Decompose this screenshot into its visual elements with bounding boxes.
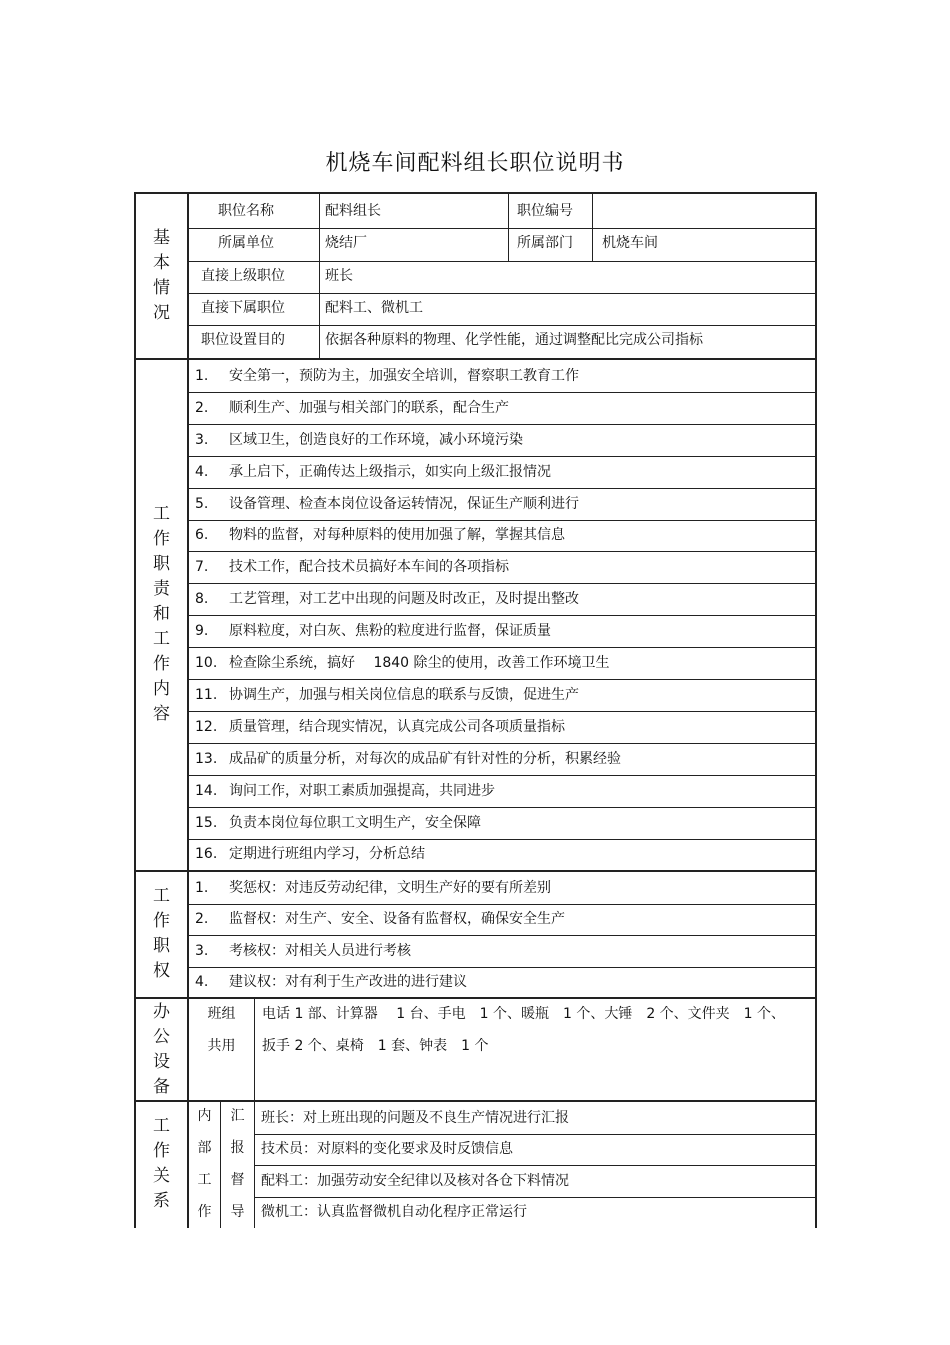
power-item-text: 建议权：对有利于生产改进的进行建议 xyxy=(229,974,467,991)
duty-item xyxy=(195,813,481,833)
duty-item-number: 15. xyxy=(195,814,218,831)
power-item-text: 监督权：对生产、安全、设备有监督权，确保安全生产 xyxy=(229,911,565,928)
duty-item xyxy=(195,366,579,386)
subordinate-value: 配料工、微机工 xyxy=(325,300,423,316)
superior-value: 班长 xyxy=(325,268,353,284)
row-line xyxy=(189,615,815,616)
relations-section-label: 工 作 关 系 xyxy=(153,1116,170,1211)
position-name-value: 配料组长 xyxy=(325,203,381,219)
duty-item-text: 顺利生产、加强与相关部门的联系，配合生产 xyxy=(229,399,509,416)
row-line xyxy=(189,711,815,712)
row-line xyxy=(189,743,815,744)
duty-item-number: 16. xyxy=(195,846,218,863)
duty-item xyxy=(195,844,425,864)
equipment-line: 电话 1 部、计算器 1 台、手电 1 个、暖瓶 1 个、大锤 2 个、文件夹 1 个、 xyxy=(262,1006,786,1022)
internal-work-label: 内 部 工 作 xyxy=(197,1108,212,1220)
duty-item-text: 工艺管理，对工艺中出现的问题及时改正，及时提出整改 xyxy=(229,591,579,608)
duty-item-number: 7. xyxy=(195,559,209,576)
power-item-number: 3. xyxy=(195,942,209,959)
equipment-line: 扳手 2 个、桌椅 1 套、钟表 1 个 xyxy=(262,1038,489,1054)
duty-item xyxy=(195,589,579,609)
row-line xyxy=(189,488,815,489)
section-divider xyxy=(134,870,817,872)
page-title: 机烧车间配料组长职位说明书 xyxy=(325,151,625,176)
row-line xyxy=(189,839,815,840)
row-line xyxy=(189,679,815,680)
relation-item: 技术员：对原料的变化要求及时反馈信息 xyxy=(261,1141,513,1158)
table-border-top xyxy=(134,192,817,194)
duty-item xyxy=(195,749,621,769)
duty-item-text: 成品矿的质量分析，对每次的成品矿有针对性的分析，积累经验 xyxy=(229,750,621,767)
duty-item-text: 质量管理，结合现实情况，认真完成公司各项质量指标 xyxy=(229,718,565,735)
duty-item-number: 14. xyxy=(195,782,218,799)
duty-item-number: 9. xyxy=(195,623,209,640)
duty-item-number: 8. xyxy=(195,591,209,608)
subordinate-label: 直接下属职位 xyxy=(201,300,285,316)
relation-item: 班长：对上班出现的问题及不良生产情况进行汇报 xyxy=(261,1109,569,1126)
job-description-table xyxy=(134,192,817,1228)
duty-item-number: 1. xyxy=(195,367,209,384)
duty-item xyxy=(195,717,565,737)
row-line xyxy=(189,904,815,905)
duty-item-number: 6. xyxy=(195,527,209,544)
duty-item-number: 10. xyxy=(195,655,218,672)
row-line xyxy=(189,583,815,584)
row-line xyxy=(189,228,815,229)
power-item xyxy=(195,909,565,929)
equipment-section-label: 办 公 设 备 xyxy=(153,1002,170,1097)
col-line xyxy=(319,194,320,358)
row-line xyxy=(189,967,815,968)
row-line xyxy=(189,647,815,648)
duty-item-number: 13. xyxy=(195,750,218,767)
col-line xyxy=(592,194,593,261)
row-line xyxy=(189,775,815,776)
duty-item xyxy=(195,494,579,514)
duty-item-text: 检查除尘系统，搞好 1840 除尘的使用，改善工作环境卫生 xyxy=(229,655,610,672)
duty-item xyxy=(195,781,495,801)
relation-item: 配料工：加强劳动安全纪律以及核对各仓下料情况 xyxy=(261,1172,569,1189)
duty-item xyxy=(195,462,551,482)
duty-item-text: 定期进行班组内学习，分析总结 xyxy=(229,846,425,863)
duty-item-text: 原料粒度，对白灰、焦粉的粒度进行监督，保证质量 xyxy=(229,623,551,640)
equipment-list xyxy=(262,998,812,1062)
power-item xyxy=(195,878,551,898)
power-item-number: 2. xyxy=(195,911,209,928)
powers-section-label: 工 作 职 权 xyxy=(153,886,170,981)
duty-item xyxy=(195,557,509,577)
duty-item xyxy=(195,525,565,545)
duty-item xyxy=(195,398,509,418)
position-name-label: 职位名称 xyxy=(218,203,274,219)
duty-item-number: 12. xyxy=(195,718,218,735)
position-code-label: 职位编号 xyxy=(517,203,573,219)
duty-item-text: 询问工作，对职工素质加强提高，共同进步 xyxy=(229,782,495,799)
power-item-number: 1. xyxy=(195,879,209,896)
duty-item xyxy=(195,621,551,641)
power-item-number: 4. xyxy=(195,974,209,991)
row-line xyxy=(255,1134,815,1135)
row-line xyxy=(255,1197,815,1198)
purpose-label: 职位设置目的 xyxy=(201,332,285,348)
duty-item xyxy=(195,685,579,705)
equipment-shared-label: 班组 共用 xyxy=(207,1006,236,1054)
duty-item-number: 4. xyxy=(195,463,209,480)
duty-item-number: 2. xyxy=(195,399,209,416)
row-line xyxy=(255,1165,815,1166)
duty-item-text: 负责本岗位每位职工文明生产，安全保障 xyxy=(229,814,481,831)
row-line xyxy=(189,293,815,294)
dept-value: 机烧车间 xyxy=(602,235,658,251)
purpose-value: 依据各种原料的物理、化学性能，通过调整配比完成公司指标 xyxy=(325,332,703,348)
row-line xyxy=(189,456,815,457)
row-line xyxy=(189,325,815,326)
power-item-text: 考核权：对相关人员进行考核 xyxy=(229,942,411,959)
duty-item xyxy=(195,653,610,673)
power-item xyxy=(195,972,467,992)
duty-item-text: 技术工作，配合技术员搞好本车间的各项指标 xyxy=(229,559,509,576)
row-line xyxy=(189,392,815,393)
row-line xyxy=(189,520,815,521)
report-supervise-label: 汇 报 督 导 xyxy=(230,1108,245,1220)
duty-item-text: 协调生产，加强与相关岗位信息的联系与反馈，促进生产 xyxy=(229,686,579,703)
unit-label: 所属单位 xyxy=(218,235,274,251)
duty-item xyxy=(195,430,523,450)
duties-section-label: 工 作 职 责 和 工 作 内 容 xyxy=(153,504,170,724)
table-border-right xyxy=(815,192,817,1228)
col-line xyxy=(508,194,509,261)
duty-item-number: 3. xyxy=(195,431,209,448)
superior-label: 直接上级职位 xyxy=(201,268,285,284)
basic-section-label: 基 本 情 况 xyxy=(153,228,170,323)
power-item-text: 奖惩权：对违反劳动纪律，文明生产好的要有所差别 xyxy=(229,879,551,896)
power-item xyxy=(195,941,411,961)
relation-item: 微机工：认真监督微机自动化程序正常运行 xyxy=(261,1204,527,1221)
duty-item-number: 5. xyxy=(195,495,209,512)
duty-item-text: 区域卫生，创造良好的工作环境，减小环境污染 xyxy=(229,431,523,448)
duty-item-text: 设备管理、检查本岗位设备运转情况，保证生产顺利进行 xyxy=(229,495,579,512)
duty-item-text: 物料的监督，对每种原料的使用加强了解，掌握其信息 xyxy=(229,527,565,544)
duty-item-text: 安全第一，预防为主，加强安全培训，督察职工教育工作 xyxy=(229,367,579,384)
dept-label: 所属部门 xyxy=(517,235,573,251)
row-line xyxy=(189,935,815,936)
duty-item-number: 11. xyxy=(195,686,218,703)
row-line xyxy=(189,551,815,552)
col-line xyxy=(254,999,255,1100)
section-divider xyxy=(134,358,817,360)
row-line xyxy=(189,807,815,808)
duty-item-text: 承上启下，正确传达上级指示，如实向上级汇报情况 xyxy=(229,463,551,480)
row-line xyxy=(189,424,815,425)
row-line xyxy=(189,261,815,262)
unit-value: 烧结厂 xyxy=(325,235,367,251)
